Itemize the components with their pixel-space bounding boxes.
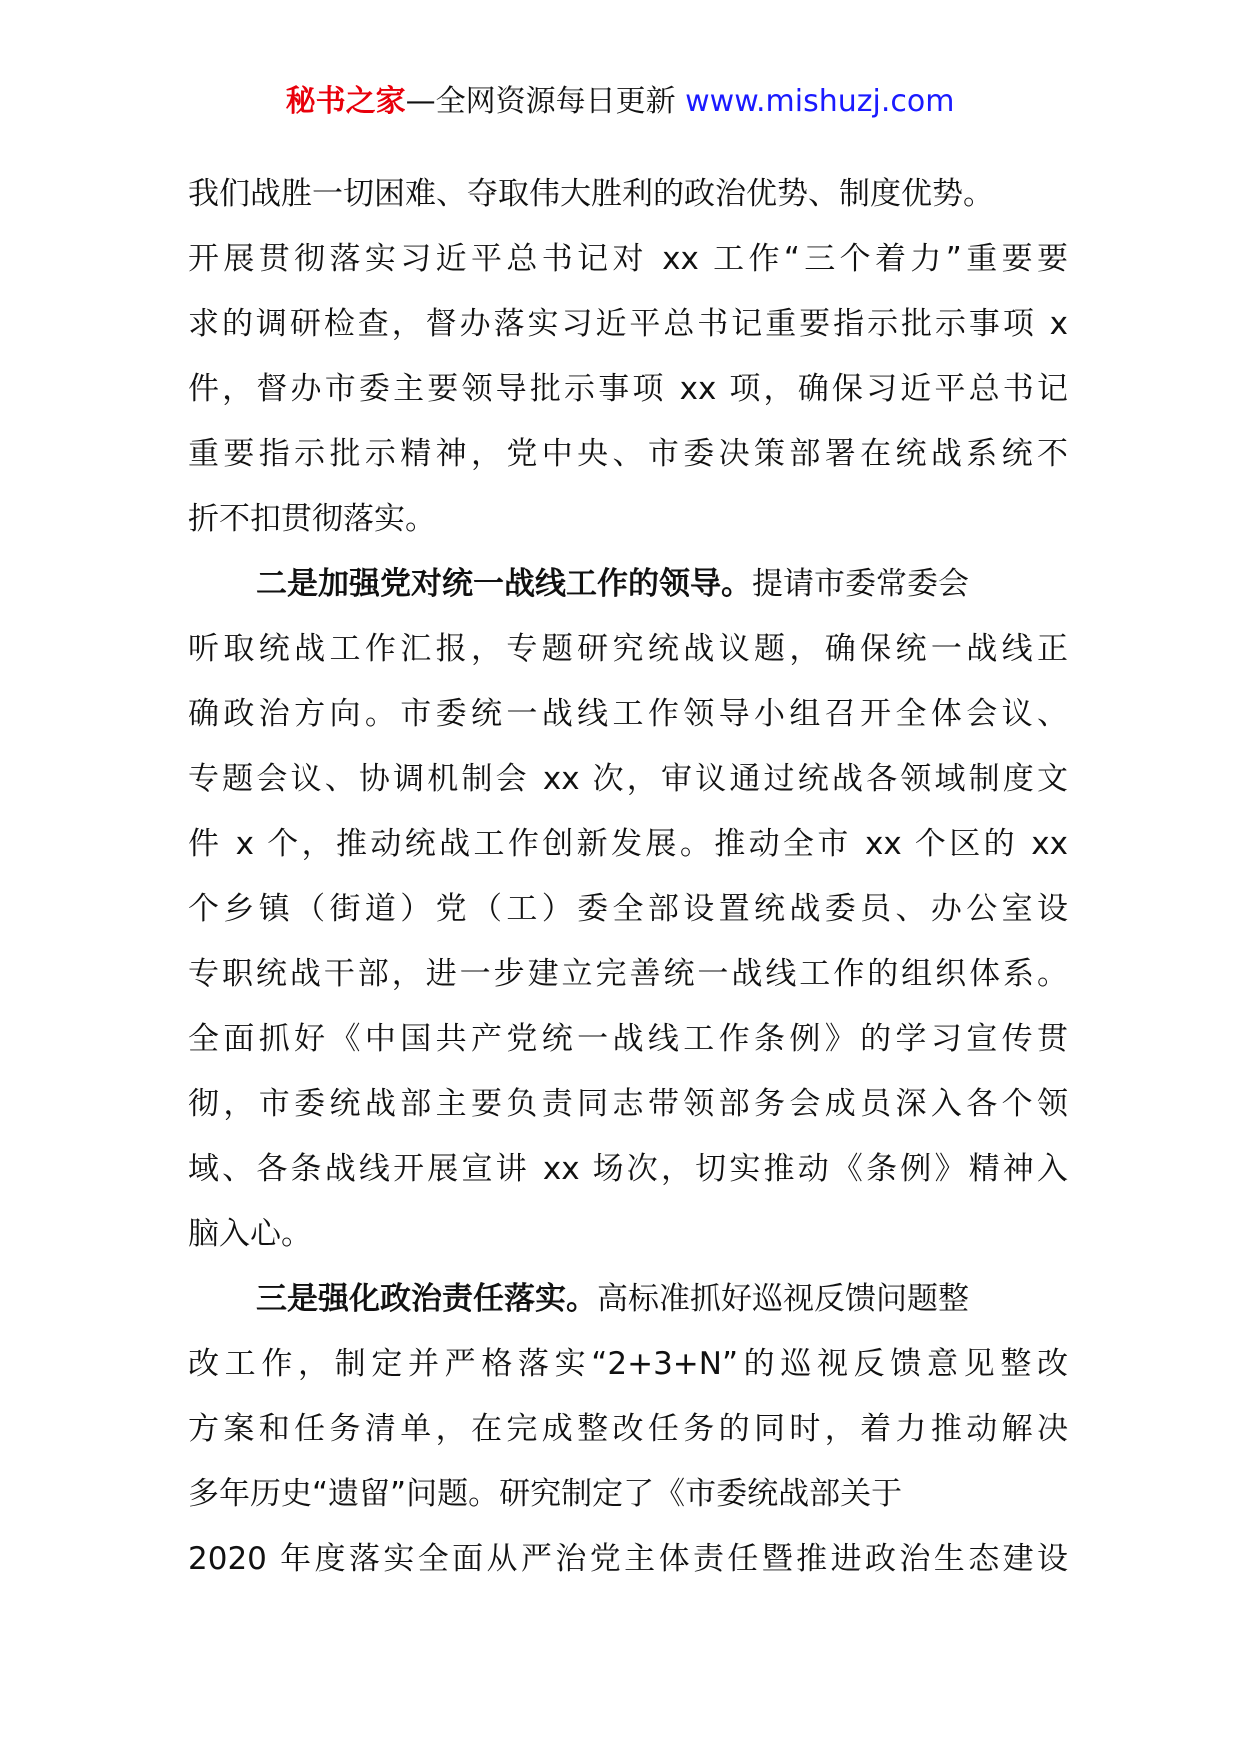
text-line: 专题会议、协调机制会 xx 次，审议通过统战各领域制度文: [188, 761, 1068, 797]
text-line: 域、各条战线开展宣讲 xx 场次，切实推动《条例》精神入: [188, 1151, 1068, 1187]
text-line-rest: 提请市委常委会: [752, 566, 969, 602]
paragraph: [188, 227, 1068, 552]
paragraph: [188, 162, 1068, 227]
text-line: [188, 552, 1068, 617]
paragraph-lead-heading: 三是强化政治责任落实。: [256, 1281, 597, 1317]
header-tagline: —全网资源每日更新: [405, 84, 676, 119]
paragraph-lead-heading: 二是加强党对统一战线工作的领导。: [256, 566, 752, 602]
text-line: 件，督办市委主要领导批示事项 xx 项，确保习近平总书记: [188, 371, 1068, 407]
site-header: [0, 82, 1240, 122]
text-line: 求的调研检查，督办落实习近平总书记重要指示批示事项 x: [188, 306, 1068, 342]
site-url-link[interactable]: www.mishuzj.com: [685, 84, 955, 119]
text-line: 重要指示批示精神，党中央、市委决策部署在统战系统不: [188, 436, 1068, 472]
text-line: 脑入心。: [188, 1216, 312, 1252]
text-line: [188, 1267, 1068, 1332]
text-line: 方案和任务清单，在完成整改任务的同时，着力推动解决: [188, 1411, 1068, 1447]
text-line: 我们战胜一切困难、夺取伟大胜利的政治优势、制度优势。: [188, 176, 994, 212]
text-line: 听取统战工作汇报，专题研究统战议题，确保统一战线正: [188, 631, 1068, 667]
text-line: 彻，市委统战部主要负责同志带领部务会成员深入各个领: [188, 1086, 1068, 1122]
document-body: [188, 162, 1068, 1592]
text-line: 开展贯彻落实习近平总书记对 xx 工作“三个着力”重要要: [188, 241, 1068, 277]
text-line: 确政治方向。市委统一战线工作领导小组召开全体会议、: [188, 696, 1068, 732]
text-line: 2020 年度落实全面从严治党主体责任暨推进政治生态建设: [188, 1541, 1068, 1577]
text-line: 个乡镇（街道）党（工）委全部设置统战委员、办公室设: [188, 891, 1068, 927]
text-line: 件 x 个，推动统战工作创新发展。推动全市 xx 个区的 xx: [188, 826, 1068, 862]
text-line: 改工作，制定并严格落实“2+3+N”的巡视反馈意见整改: [188, 1346, 1068, 1382]
text-line: 折不扣贯彻落实。: [188, 501, 436, 537]
brand-name: 秘书之家: [285, 84, 406, 119]
text-line: 全面抓好《中国共产党统一战线工作条例》的学习宣传贯: [188, 1021, 1068, 1057]
paragraph: [188, 1267, 1068, 1592]
text-line: 多年历史“遗留”问题。研究制定了《市委统战部关于: [188, 1476, 903, 1512]
text-line-rest: 高标准抓好巡视反馈问题整: [597, 1281, 969, 1317]
text-line: 专职统战干部，进一步建立完善统一战线工作的组织体系。: [188, 956, 1068, 992]
paragraph: [188, 552, 1068, 1267]
